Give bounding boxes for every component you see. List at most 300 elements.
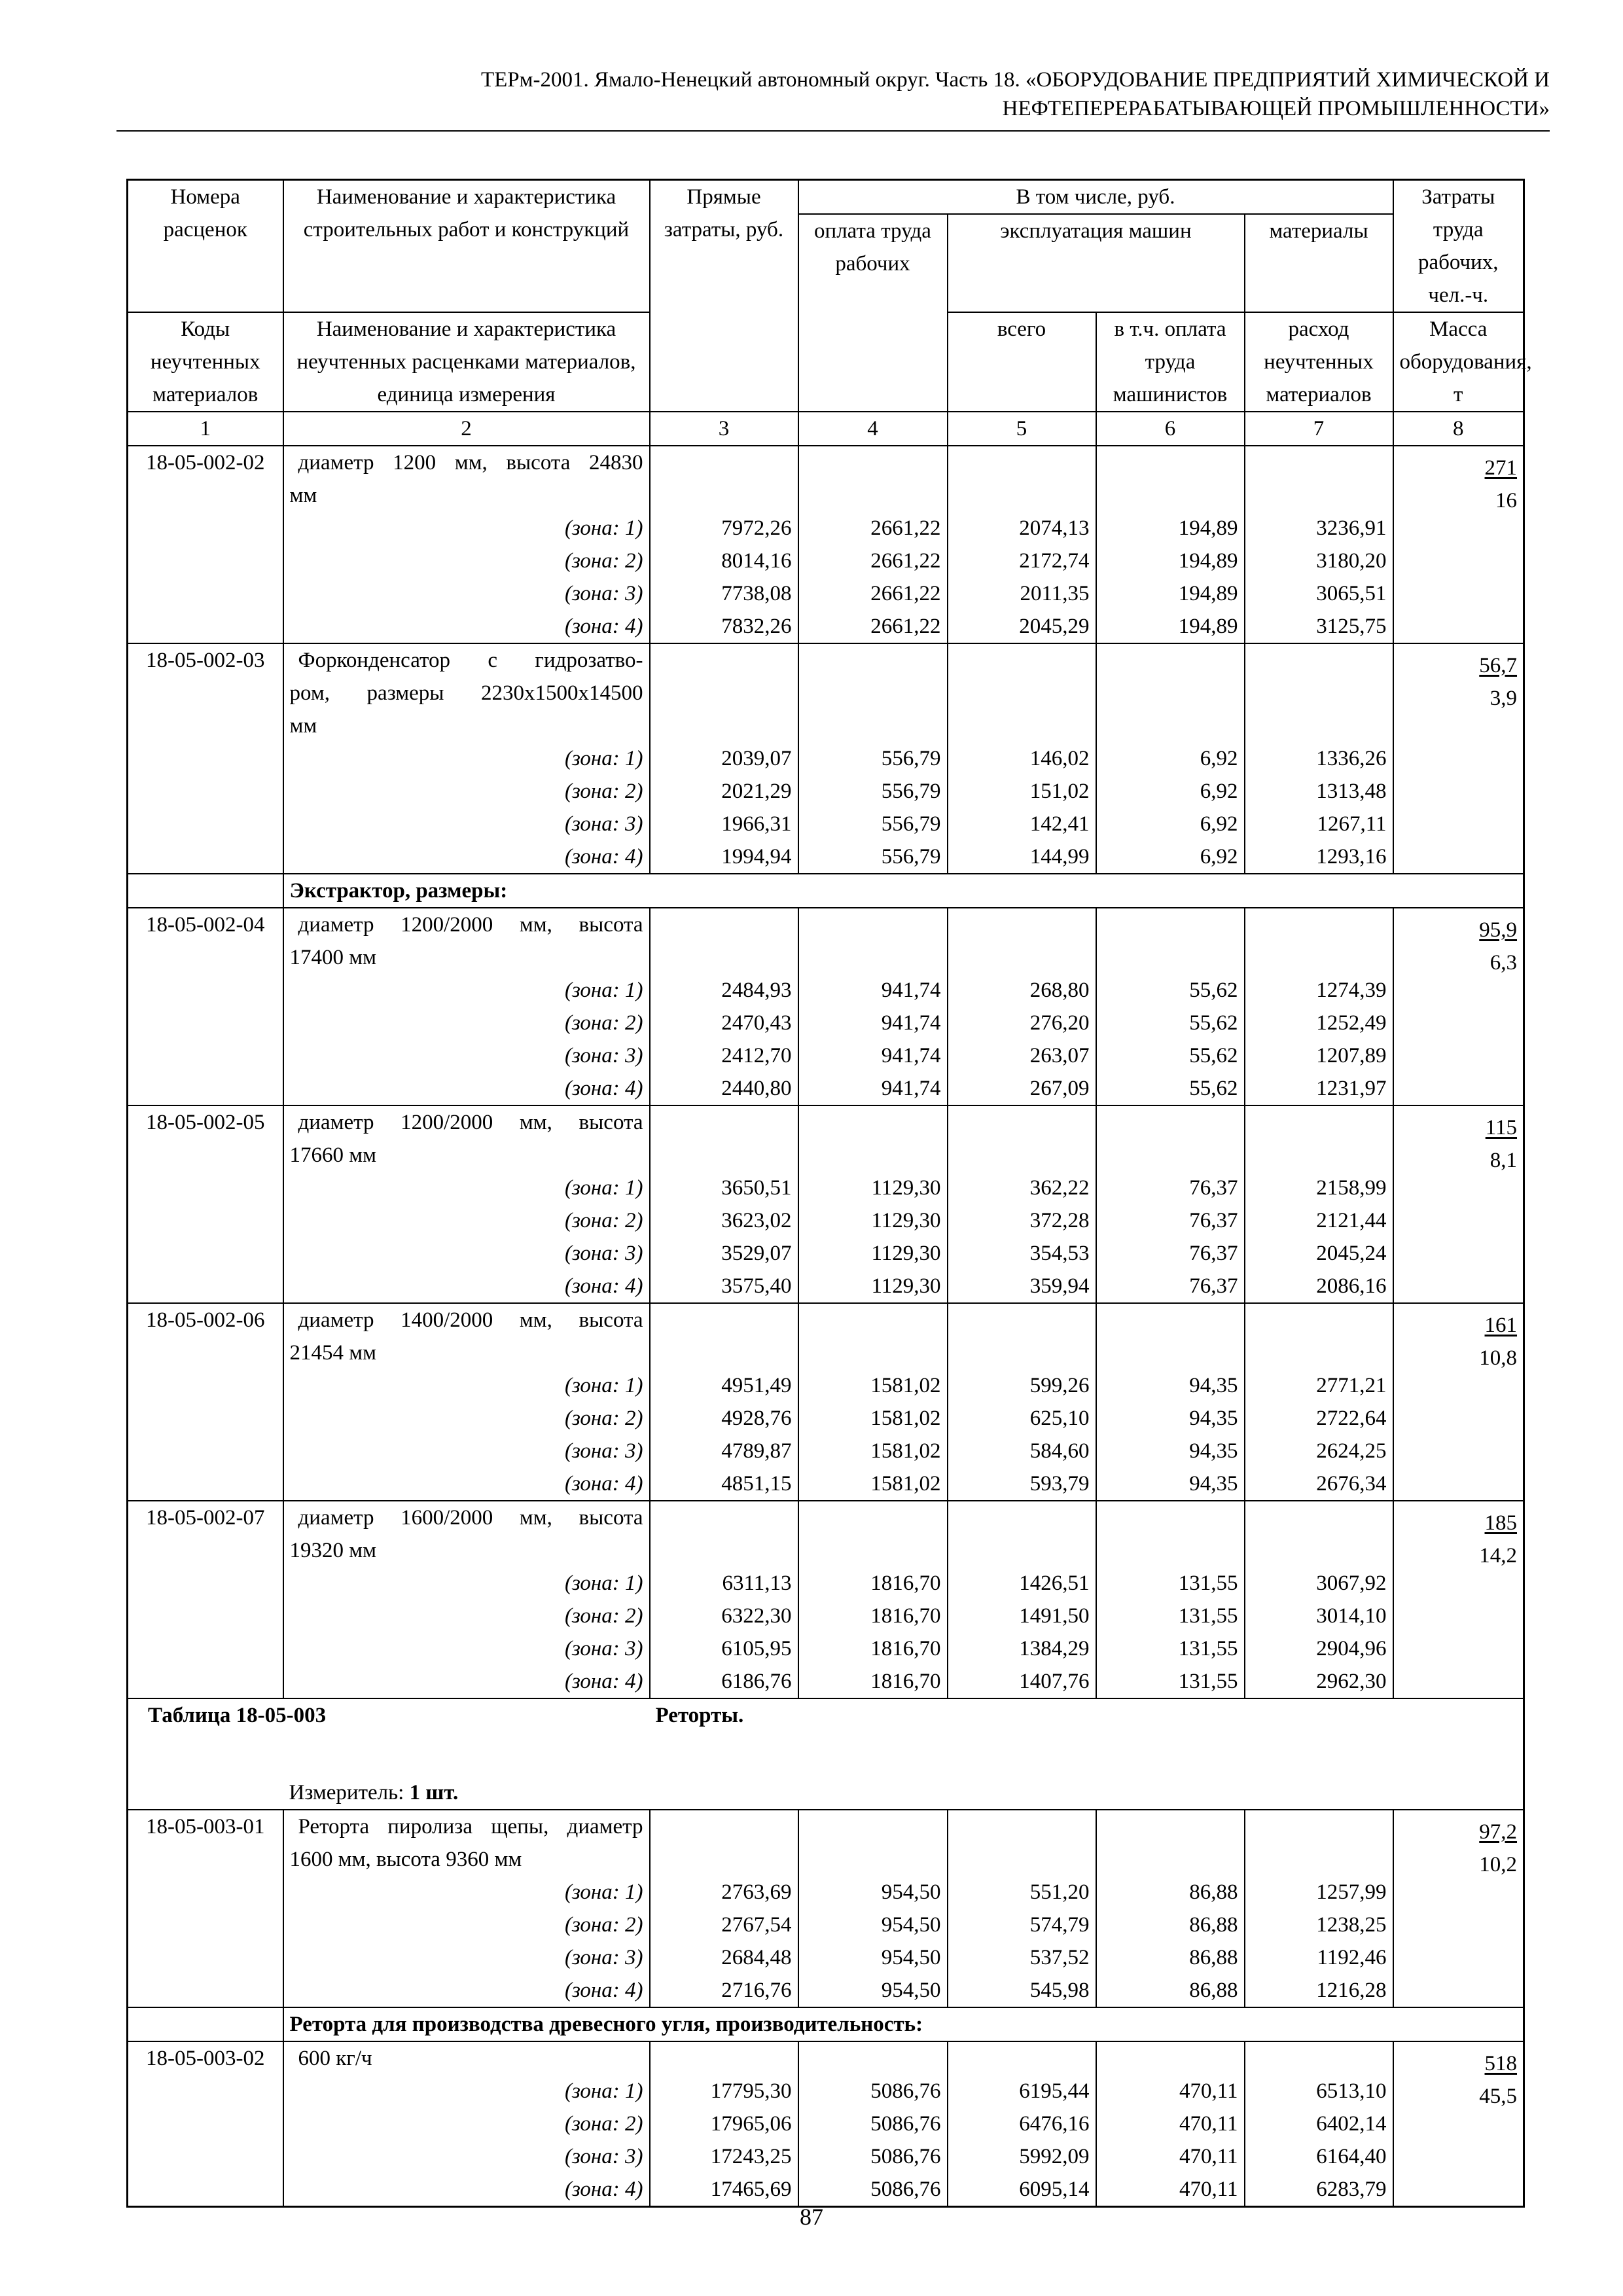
machine-operation-value: 263,07 bbox=[948, 1039, 1096, 1072]
machine-operation-value: 354,53 bbox=[948, 1237, 1096, 1270]
direct-costs-value: 17465,69 bbox=[650, 2173, 798, 2207]
machinist-pay-value: 194,89 bbox=[1096, 610, 1245, 643]
materials-value: 1293,16 bbox=[1245, 840, 1393, 874]
worker-pay-value: 1816,70 bbox=[798, 1567, 948, 1600]
empty-cell bbox=[1096, 908, 1245, 974]
materials-value: 2121,44 bbox=[1245, 1204, 1393, 1237]
worker-pay-value: 5086,76 bbox=[798, 2140, 948, 2173]
worker-pay-value: 2661,22 bbox=[798, 577, 948, 610]
col-header-rate-name: Наименование и характеристика строительных работ и конструкций bbox=[283, 180, 650, 313]
rate-row bbox=[128, 2041, 1524, 2075]
zone-code-cell bbox=[128, 545, 283, 577]
machine-operation-value: 151,02 bbox=[948, 775, 1096, 808]
column-number: 4 bbox=[798, 412, 948, 446]
header-line-2: НЕФТЕПЕРЕРАБАТЫВАЮЩЕЙ ПРОМЫШЛЕННОСТИ» bbox=[1002, 97, 1550, 120]
zone-label: (зона: 3) bbox=[283, 2140, 650, 2173]
machine-operation-value: 593,79 bbox=[948, 1467, 1096, 1501]
empty-cell bbox=[1096, 1810, 1245, 1876]
direct-costs-value: 2412,70 bbox=[650, 1039, 798, 1072]
direct-costs-value: 3529,07 bbox=[650, 1237, 798, 1270]
machine-operation-value: 267,09 bbox=[948, 1072, 1096, 1105]
materials-value: 1336,26 bbox=[1245, 742, 1393, 775]
materials-value: 3067,92 bbox=[1245, 1567, 1393, 1600]
zone-code-cell bbox=[128, 1369, 283, 1402]
direct-costs-value: 3575,40 bbox=[650, 1270, 798, 1303]
machinist-pay-value: 76,37 bbox=[1096, 1270, 1245, 1303]
table-title: Таблица 18-05-003 bbox=[128, 1698, 650, 1776]
description-line: 21454 мм bbox=[289, 1341, 377, 1365]
col-header-direct-costs: Прямые затраты, руб. bbox=[650, 180, 798, 412]
machine-operation-value: 5992,09 bbox=[948, 2140, 1096, 2173]
zone-label: (зона: 4) bbox=[283, 1072, 650, 1105]
materials-value: 2904,96 bbox=[1245, 1632, 1393, 1665]
labor-costs-value: 185 bbox=[1484, 1511, 1518, 1535]
worker-pay-value: 2661,22 bbox=[798, 545, 948, 577]
worker-pay-value: 954,50 bbox=[798, 1909, 948, 1941]
header-line-1: ТЕРм-2001. Ямало-Ненецкий автономный округ. Часть 18. «ОБОРУДОВАНИЕ ПРЕДПРИЯТИЙ ХИМИЧЕСКОЙ И bbox=[480, 68, 1550, 92]
zone-code-cell bbox=[128, 1072, 283, 1105]
equipment-mass-fraction bbox=[1393, 1501, 1524, 1698]
group-title: Экстрактор, размеры: bbox=[283, 874, 1524, 908]
equipment-mass-fraction bbox=[1393, 1810, 1524, 2007]
zone-code-cell bbox=[128, 577, 283, 610]
column-number: 6 bbox=[1096, 412, 1245, 446]
zone-row bbox=[128, 2108, 1524, 2140]
worker-pay-value: 1816,70 bbox=[798, 1665, 948, 1698]
zone-code-cell bbox=[128, 1567, 283, 1600]
machinist-pay-value: 131,55 bbox=[1096, 1600, 1245, 1632]
direct-costs-value: 2484,93 bbox=[650, 974, 798, 1007]
machine-operation-value: 584,60 bbox=[948, 1435, 1096, 1467]
zone-label: (зона: 3) bbox=[283, 577, 650, 610]
machinist-pay-value: 6,92 bbox=[1096, 840, 1245, 874]
machine-operation-value: 6476,16 bbox=[948, 2108, 1096, 2140]
direct-costs-value: 2021,29 bbox=[650, 775, 798, 808]
equipment-mass-value: 45,5 bbox=[1479, 2085, 1518, 2108]
zone-row bbox=[128, 545, 1524, 577]
description-line: 19320 мм bbox=[289, 1539, 377, 1562]
zone-code-cell bbox=[128, 840, 283, 874]
zone-row bbox=[128, 2173, 1524, 2207]
machinist-pay-value: 194,89 bbox=[1096, 512, 1245, 545]
description-line: диаметр 1600/2000 мм, высота bbox=[298, 1506, 643, 1530]
zone-code-cell bbox=[128, 1600, 283, 1632]
zone-label: (зона: 1) bbox=[283, 974, 650, 1007]
zone-row bbox=[128, 1600, 1524, 1632]
machine-operation-value: 144,99 bbox=[948, 840, 1096, 874]
direct-costs-value: 6186,76 bbox=[650, 1665, 798, 1698]
unit-label: Измеритель: bbox=[289, 1781, 404, 1804]
empty-cell bbox=[650, 908, 798, 974]
empty-cell bbox=[1245, 446, 1393, 512]
zone-code-cell bbox=[128, 2140, 283, 2173]
worker-pay-value: 954,50 bbox=[798, 1876, 948, 1909]
zone-row bbox=[128, 1172, 1524, 1204]
rate-code: 18-05-003-02 bbox=[128, 2041, 283, 2075]
rate-code: 18-05-002-04 bbox=[128, 908, 283, 974]
zone-label: (зона: 2) bbox=[283, 1600, 650, 1632]
zone-label: (зона: 4) bbox=[283, 840, 650, 874]
empty-cell bbox=[650, 1501, 798, 1567]
worker-pay-value: 1129,30 bbox=[798, 1172, 948, 1204]
empty-cell bbox=[948, 446, 1096, 512]
machinist-pay-value: 131,55 bbox=[1096, 1632, 1245, 1665]
machine-operation-value: 2011,35 bbox=[948, 577, 1096, 610]
equipment-mass-value: 8,1 bbox=[1489, 1149, 1518, 1172]
machine-operation-value: 1384,29 bbox=[948, 1632, 1096, 1665]
materials-value: 1313,48 bbox=[1245, 775, 1393, 808]
materials-value: 1257,99 bbox=[1245, 1876, 1393, 1909]
zone-row bbox=[128, 610, 1524, 643]
machinist-pay-value: 94,35 bbox=[1096, 1369, 1245, 1402]
zone-label: (зона: 4) bbox=[283, 1974, 650, 2007]
rate-code: 18-05-002-07 bbox=[128, 1501, 283, 1567]
machinist-pay-value: 6,92 bbox=[1096, 808, 1245, 840]
direct-costs-value: 4928,76 bbox=[650, 1402, 798, 1435]
empty-cell bbox=[650, 1303, 798, 1369]
machine-operation-value: 537,52 bbox=[948, 1941, 1096, 1974]
materials-value: 2086,16 bbox=[1245, 1270, 1393, 1303]
direct-costs-value: 2440,80 bbox=[650, 1072, 798, 1105]
empty-cell bbox=[1096, 643, 1245, 742]
worker-pay-value: 941,74 bbox=[798, 1072, 948, 1105]
zone-row bbox=[128, 808, 1524, 840]
zone-row bbox=[128, 742, 1524, 775]
machine-operation-value: 372,28 bbox=[948, 1204, 1096, 1237]
group-code-cell bbox=[128, 2007, 283, 2041]
empty-cell bbox=[650, 1105, 798, 1172]
worker-pay-value: 941,74 bbox=[798, 1039, 948, 1072]
machinist-pay-value: 86,88 bbox=[1096, 1876, 1245, 1909]
zone-label: (зона: 3) bbox=[283, 1237, 650, 1270]
worker-pay-value: 1129,30 bbox=[798, 1204, 948, 1237]
machinist-pay-value: 470,11 bbox=[1096, 2108, 1245, 2140]
direct-costs-value: 17965,06 bbox=[650, 2108, 798, 2140]
rate-row bbox=[128, 1501, 1524, 1567]
zone-label: (зона: 4) bbox=[283, 1665, 650, 1698]
empty-cell bbox=[1096, 1303, 1245, 1369]
zone-row bbox=[128, 1204, 1524, 1237]
worker-pay-value: 941,74 bbox=[798, 1007, 948, 1039]
materials-value: 1231,97 bbox=[1245, 1072, 1393, 1105]
column-number: 1 bbox=[128, 412, 283, 446]
description-line: мм bbox=[289, 714, 317, 738]
zone-row bbox=[128, 840, 1524, 874]
zone-code-cell bbox=[128, 2108, 283, 2140]
machine-operation-value: 276,20 bbox=[948, 1007, 1096, 1039]
description-line: 1600 мм, высота 9360 мм bbox=[289, 1848, 522, 1871]
zone-row bbox=[128, 1909, 1524, 1941]
empty-cell bbox=[798, 1105, 948, 1172]
empty-cell bbox=[1245, 1303, 1393, 1369]
machinist-pay-value: 86,88 bbox=[1096, 1974, 1245, 2007]
zone-code-cell bbox=[128, 808, 283, 840]
machine-operation-value: 268,80 bbox=[948, 974, 1096, 1007]
zone-code-cell bbox=[128, 1402, 283, 1435]
rate-description bbox=[283, 1810, 650, 1876]
materials-value: 3236,91 bbox=[1245, 512, 1393, 545]
machine-operation-value: 599,26 bbox=[948, 1369, 1096, 1402]
empty-cell bbox=[798, 643, 948, 742]
zone-label: (зона: 2) bbox=[283, 1204, 650, 1237]
direct-costs-value: 4951,49 bbox=[650, 1369, 798, 1402]
machinist-pay-value: 55,62 bbox=[1096, 1072, 1245, 1105]
machine-operation-value: 551,20 bbox=[948, 1876, 1096, 1909]
zone-code-cell bbox=[128, 974, 283, 1007]
zone-code-cell bbox=[128, 1467, 283, 1501]
labor-costs-value: 518 bbox=[1484, 2052, 1518, 2075]
zone-label: (зона: 2) bbox=[283, 2108, 650, 2140]
machinist-pay-value: 94,35 bbox=[1096, 1467, 1245, 1501]
materials-value: 1216,28 bbox=[1245, 1974, 1393, 2007]
group-header-row bbox=[128, 874, 1524, 908]
direct-costs-value: 4789,87 bbox=[650, 1435, 798, 1467]
rate-code: 18-05-002-03 bbox=[128, 643, 283, 742]
materials-value: 2676,34 bbox=[1245, 1467, 1393, 1501]
table-name: Реторты. bbox=[650, 1698, 1524, 1776]
description-line: диаметр 1200/2000 мм, высота bbox=[298, 1111, 643, 1134]
empty-cell bbox=[798, 1501, 948, 1567]
equipment-mass-value: 14,2 bbox=[1479, 1544, 1518, 1568]
empty-cell bbox=[798, 908, 948, 974]
rates-table bbox=[126, 179, 1532, 2208]
col-header-unaccounted-materials: расход неучтенных материалов bbox=[1245, 312, 1393, 412]
equipment-mass-fraction bbox=[1393, 2041, 1524, 2207]
zone-row bbox=[128, 1467, 1524, 1501]
empty-cell bbox=[798, 1303, 948, 1369]
column-number: 7 bbox=[1245, 412, 1393, 446]
direct-costs-value: 6105,95 bbox=[650, 1632, 798, 1665]
machine-operation-value: 545,98 bbox=[948, 1974, 1096, 2007]
zone-label: (зона: 3) bbox=[283, 808, 650, 840]
empty-cell bbox=[798, 446, 948, 512]
empty-cell bbox=[1096, 1105, 1245, 1172]
zone-label: (зона: 4) bbox=[283, 2173, 650, 2207]
description-line: диаметр 1200 мм, высота 24830 bbox=[298, 451, 643, 475]
machinist-pay-value: 76,37 bbox=[1096, 1204, 1245, 1237]
materials-value: 2962,30 bbox=[1245, 1665, 1393, 1698]
description-line: 600 кг/ч bbox=[298, 2047, 372, 2070]
direct-costs-value: 6322,30 bbox=[650, 1600, 798, 1632]
materials-value: 2722,64 bbox=[1245, 1402, 1393, 1435]
machine-operation-value: 1491,50 bbox=[948, 1600, 1096, 1632]
worker-pay-value: 1129,30 bbox=[798, 1270, 948, 1303]
machine-operation-value: 2045,29 bbox=[948, 610, 1096, 643]
description-line: 17400 мм bbox=[289, 946, 377, 969]
zone-label: (зона: 4) bbox=[283, 1270, 650, 1303]
worker-pay-value: 556,79 bbox=[798, 840, 948, 874]
zone-code-cell bbox=[128, 1632, 283, 1665]
rate-description bbox=[283, 446, 650, 512]
direct-costs-value: 1994,94 bbox=[650, 840, 798, 874]
machine-operation-value: 1407,76 bbox=[948, 1665, 1096, 1698]
empty-cell bbox=[650, 1810, 798, 1876]
col-header-equipment-mass: Масса оборудования, т bbox=[1393, 312, 1524, 412]
zone-row bbox=[128, 1039, 1524, 1072]
col-header-machinist-pay: в т.ч. оплата труда машинистов bbox=[1096, 312, 1245, 412]
empty-cell bbox=[1096, 2041, 1245, 2075]
labor-costs-value: 271 bbox=[1484, 456, 1518, 480]
zone-label: (зона: 3) bbox=[283, 1632, 650, 1665]
direct-costs-value: 8014,16 bbox=[650, 545, 798, 577]
rate-code: 18-05-002-02 bbox=[128, 446, 283, 512]
zone-code-cell bbox=[128, 2075, 283, 2108]
worker-pay-value: 1581,02 bbox=[798, 1369, 948, 1402]
worker-pay-value: 5086,76 bbox=[798, 2075, 948, 2108]
zone-row bbox=[128, 512, 1524, 545]
direct-costs-value: 2767,54 bbox=[650, 1909, 798, 1941]
rate-description bbox=[283, 2041, 650, 2075]
empty-cell bbox=[650, 446, 798, 512]
table-title-row bbox=[128, 1698, 1524, 1776]
zone-code-cell bbox=[128, 1237, 283, 1270]
direct-costs-value: 6311,13 bbox=[650, 1567, 798, 1600]
rate-row bbox=[128, 446, 1524, 512]
zone-label: (зона: 3) bbox=[283, 1039, 650, 1072]
header-divider bbox=[116, 130, 1550, 132]
machinist-pay-value: 131,55 bbox=[1096, 1567, 1245, 1600]
zone-label: (зона: 1) bbox=[283, 1172, 650, 1204]
zone-code-cell bbox=[128, 1007, 283, 1039]
column-number: 3 bbox=[650, 412, 798, 446]
zone-code-cell bbox=[128, 1941, 283, 1974]
machine-operation-value: 6095,14 bbox=[948, 2173, 1096, 2207]
direct-costs-value: 2470,43 bbox=[650, 1007, 798, 1039]
machine-operation-value: 1426,51 bbox=[948, 1567, 1096, 1600]
empty-cell bbox=[650, 2041, 798, 2075]
rate-description bbox=[283, 1105, 650, 1172]
zone-row bbox=[128, 1270, 1524, 1303]
description-line: диаметр 1400/2000 мм, высота bbox=[298, 1308, 643, 1332]
labor-costs-value: 97,2 bbox=[1479, 1820, 1518, 1844]
zone-code-cell bbox=[128, 1039, 283, 1072]
column-number: 5 bbox=[948, 412, 1096, 446]
worker-pay-value: 556,79 bbox=[798, 742, 948, 775]
rate-row bbox=[128, 1105, 1524, 1172]
zone-code-cell bbox=[128, 1172, 283, 1204]
labor-costs-value: 161 bbox=[1484, 1314, 1518, 1337]
col-header-total: всего bbox=[948, 312, 1096, 412]
equipment-mass-value: 16 bbox=[1495, 489, 1518, 512]
rate-code: 18-05-002-05 bbox=[128, 1105, 283, 1172]
worker-pay-value: 1129,30 bbox=[798, 1237, 948, 1270]
machine-operation-value: 2074,13 bbox=[948, 512, 1096, 545]
zone-row bbox=[128, 1876, 1524, 1909]
column-number: 8 bbox=[1393, 412, 1524, 446]
machinist-pay-value: 76,37 bbox=[1096, 1172, 1245, 1204]
equipment-mass-fraction bbox=[1393, 446, 1524, 643]
machinist-pay-value: 470,11 bbox=[1096, 2173, 1245, 2207]
machinist-pay-value: 470,11 bbox=[1096, 2075, 1245, 2108]
rate-description bbox=[283, 1501, 650, 1567]
zone-code-cell bbox=[128, 1204, 283, 1237]
col-header-material-name: Наименование и характеристика неучтенных расценками материалов, единица измерения bbox=[283, 312, 650, 412]
zone-row bbox=[128, 1665, 1524, 1698]
rates-table-body bbox=[128, 446, 1524, 2207]
empty-cell bbox=[650, 643, 798, 742]
materials-value: 2624,25 bbox=[1245, 1435, 1393, 1467]
group-title: Реторта для производства древесного угля, производительность: bbox=[283, 2007, 1524, 2041]
zone-label: (зона: 1) bbox=[283, 512, 650, 545]
rate-row bbox=[128, 643, 1524, 742]
zone-row bbox=[128, 1632, 1524, 1665]
rate-description bbox=[283, 643, 650, 742]
page-header bbox=[116, 65, 1550, 123]
zone-label: (зона: 4) bbox=[283, 610, 650, 643]
direct-costs-value: 7832,26 bbox=[650, 610, 798, 643]
zone-label: (зона: 1) bbox=[283, 1876, 650, 1909]
equipment-mass-value: 10,8 bbox=[1479, 1346, 1518, 1370]
machinist-pay-value: 94,35 bbox=[1096, 1435, 1245, 1467]
col-header-worker-pay: оплата труда рабочих bbox=[798, 214, 948, 412]
empty-cell bbox=[948, 1501, 1096, 1567]
materials-value: 1267,11 bbox=[1245, 808, 1393, 840]
description-line: 17660 мм bbox=[289, 1143, 377, 1167]
rate-description bbox=[283, 1303, 650, 1369]
rate-description bbox=[283, 908, 650, 974]
zone-row bbox=[128, 775, 1524, 808]
machine-operation-value: 362,22 bbox=[948, 1172, 1096, 1204]
machinist-pay-value: 194,89 bbox=[1096, 545, 1245, 577]
direct-costs-value: 2684,48 bbox=[650, 1941, 798, 1974]
zone-row bbox=[128, 577, 1524, 610]
zone-label: (зона: 4) bbox=[283, 1467, 650, 1501]
zone-code-cell bbox=[128, 1270, 283, 1303]
machinist-pay-value: 86,88 bbox=[1096, 1909, 1245, 1941]
materials-value: 2045,24 bbox=[1245, 1237, 1393, 1270]
zone-code-cell bbox=[128, 1974, 283, 2007]
machine-operation-value: 6195,44 bbox=[948, 2075, 1096, 2108]
description-line: Форконденсатор с гидрозатво- bbox=[298, 649, 643, 672]
equipment-mass-fraction bbox=[1393, 1303, 1524, 1501]
equipment-mass-value: 3,9 bbox=[1489, 687, 1518, 710]
empty-cell bbox=[948, 1810, 1096, 1876]
empty-cell bbox=[948, 1105, 1096, 1172]
zone-label: (зона: 2) bbox=[283, 775, 650, 808]
materials-value: 6164,40 bbox=[1245, 2140, 1393, 2173]
materials-value: 1252,49 bbox=[1245, 1007, 1393, 1039]
zone-label: (зона: 3) bbox=[283, 1435, 650, 1467]
worker-pay-value: 1816,70 bbox=[798, 1600, 948, 1632]
materials-value: 2158,99 bbox=[1245, 1172, 1393, 1204]
worker-pay-value: 556,79 bbox=[798, 775, 948, 808]
direct-costs-value: 17243,25 bbox=[650, 2140, 798, 2173]
materials-value: 3065,51 bbox=[1245, 577, 1393, 610]
equipment-mass-fraction bbox=[1393, 908, 1524, 1105]
worker-pay-value: 1816,70 bbox=[798, 1632, 948, 1665]
worker-pay-value: 941,74 bbox=[798, 974, 948, 1007]
zone-row bbox=[128, 1072, 1524, 1105]
worker-pay-value: 556,79 bbox=[798, 808, 948, 840]
worker-pay-value: 954,50 bbox=[798, 1974, 948, 2007]
zone-code-cell bbox=[128, 1876, 283, 1909]
zone-row bbox=[128, 1941, 1524, 1974]
direct-costs-value: 17795,30 bbox=[650, 2075, 798, 2108]
zone-label: (зона: 3) bbox=[283, 1941, 650, 1974]
description-line: Реторта пиролиза щепы, диаметр bbox=[298, 1815, 643, 1839]
equipment-mass-value: 10,2 bbox=[1479, 1853, 1518, 1876]
worker-pay-value: 2661,22 bbox=[798, 610, 948, 643]
machinist-pay-value: 55,62 bbox=[1096, 1007, 1245, 1039]
zone-label: (зона: 1) bbox=[283, 2075, 650, 2108]
rate-code: 18-05-002-06 bbox=[128, 1303, 283, 1369]
zone-label: (зона: 2) bbox=[283, 1909, 650, 1941]
empty-cell bbox=[948, 1303, 1096, 1369]
worker-pay-value: 1581,02 bbox=[798, 1435, 948, 1467]
machinist-pay-value: 76,37 bbox=[1096, 1237, 1245, 1270]
worker-pay-value: 1581,02 bbox=[798, 1402, 948, 1435]
direct-costs-value: 2716,76 bbox=[650, 1974, 798, 2007]
